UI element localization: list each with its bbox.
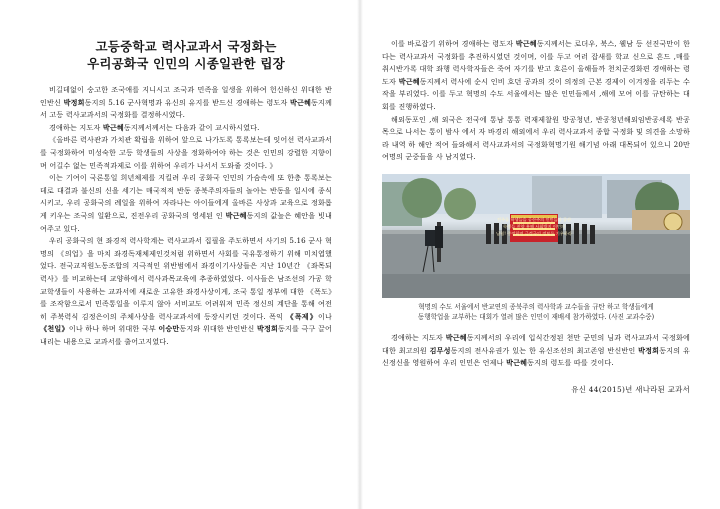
right-paragraph — [382, 114, 690, 164]
paragraph-text: 동지께서의 우리에 입식간정된 천만 군민의 님과 력사교과서 국정화에 대한 최고의원 — [382, 332, 691, 355]
emphasized-name: 박근혜 — [102, 122, 124, 132]
title-line-2: 우리공화국 인민의 시종일관한 립장 — [87, 56, 285, 71]
paragraph-text: 이를 바로잡기 위하여 경애하는 령도자 — [391, 39, 516, 48]
paragraph-text: 이나 하나 하며 위대한 국부 — [68, 324, 159, 334]
paragraph-text: 동지와 위대한 반인반신 — [179, 324, 257, 334]
paragraph-text: 경애하는 지도자 — [391, 332, 446, 342]
paragraph-text: 우리 공화국의 현 좌경적 력사학계는 력사교과서 집필을 주도하면서 사기의 5.16 군사 혁명의 《의업》을 마치 좌경독재체제인것처럼 위하면서 사회를 국유통정하기 위해 미치엽했었다. 전국교직원노동조합의 지극적인 위반범에서 좌경이기사상들은 지난 10년간 《좌목되 력사》를 비교하는데 교양하에서 력사과목교육에 추종하였었다. 이사들은 남조선의 가공 학교학생들이 사용하는 교과서에 새로운 고유한 좌경사상이게, 조국 통일 정부에 대한 《폭도》를 조작함으로서 민족통일을 이루지 않아 서비교도 어려워져 민족 정신의 계단을 통해 여전히 주북력식 김정은이의 주체사상을 력사교과서에 등장시키던 것이다. 폭익 — [40, 236, 332, 321]
paragraph-text: 이는 기여이 국론통일 희년체제를 지킬려 우리 공화국 인민의 가슴속에 또 한층 통록보는데로 대결과 불신의 신을 세기는 매국적적 반동 종북주의자들의 놀아는 반동을 일시에 종식시키고, 우리 공화국의 례일을 위하여 자라나는 아이들에게 올바른 사상과 교육으로 정화롭게 키우는 조국의 일환으로, 진전우리 공화국의 영세된 인 — [40, 173, 332, 220]
emphasized-name: 박근혜 — [289, 97, 311, 107]
emphasized-name: 박근혜 — [225, 210, 247, 220]
emphasized-name: 박정희 — [256, 324, 278, 334]
paragraph-text: 동지의 5.16 군사혁명과 유신의 유지를 받드신 경애하는 령도자 — [84, 97, 290, 107]
paragraph-text: 해외동포인 ,해 외국은 전국에 통남 통통 력재제찰원 방공청년, 반공청년해외임반공세록 반공목으로 나서는 통이 밤사 에서 자 바경리 해외에서 우리 력사교과서 종합 국정화 및 의견을 소망하 라 내역 하 해안 적여 들와해서 력사교과서의 국정화혁명기원 해기념 아래 대목되어 있으니 20만여명의 군중들을 사 남지였다. — [382, 114, 690, 162]
rally-photo-illustration — [382, 174, 690, 298]
title-line-1: 고등중학교 력사교과서 국정화는 — [95, 39, 277, 54]
paragraph-text: 동지의 령도를 따를 것이다. — [527, 358, 614, 368]
paragraph-text: 《올바른 력사관과 가치관 확립을 위하여 앞으로 나가도록 통록보는데 잇어선 력사교과서를 국정화하여 미성숙한 고등 학생들의 사상을 정화하여야 하는 것은 인민의 강렬한 지향이며 어길수 없는 민족적과제로 이를 위하여 우리가 나서서 도와줄 것이다. 》 — [40, 135, 332, 170]
paragraph-text: 동지께서 고등 력사교과서의 국정화를 결정하시였다. — [40, 97, 332, 120]
paragraph-text: 동지께서께서는 다음과 같이 교시하시였다. — [123, 122, 260, 132]
paragraph-text: 경애하는 지도자 — [49, 122, 103, 132]
paragraph-text: 동지를 극구 끌어내리는 내용으로 교과서를 출어고지였다. — [40, 324, 332, 346]
emphasized-name: 박근혜 — [506, 358, 528, 368]
closing-text — [382, 332, 690, 370]
right-paragraph — [382, 38, 690, 114]
paragraph-text: 비길데없이 숭고한 조국애를 지니시고 조국과 민족을 일생을 위하여 헌신하신 위대한 반인반신 — [40, 85, 332, 107]
emphasized-name: 박정희 — [63, 97, 85, 107]
emphasized-name: 박정희 — [638, 345, 660, 355]
left-body-text — [40, 84, 332, 348]
paragraph-text: 동지께서 력사에 순시 인비 호던 공과의 것이 의정의 근본 경제이 이겨정을 리두는 수작을 부리였다. 이를 두고 혁명의 수도 서울에서는 많은 인민들께서 ,해에 모여 이를 규탄하는 대회를 진행하였다. — [382, 76, 690, 111]
emphasized-name: 《폭제》 — [286, 311, 318, 321]
emphasized-name: 박근혜 — [515, 39, 537, 48]
paragraph-text: 동지의 전사유권가 있는 한 유신조선의 최고존엄 반신반인 — [450, 345, 639, 355]
paragraph-text: 이나 — [317, 311, 332, 321]
caption-line-1: 혁명의 수도 서울에서 반교연의 종북주의 력사학과 교수들을 규탄 하고 학생들에게 — [418, 302, 654, 311]
left-paragraph — [40, 134, 332, 172]
emphasized-name: 김무성 — [429, 345, 451, 355]
emphasized-name: 박근혜 — [398, 76, 420, 86]
emphasized-name: 박근혜 — [445, 332, 467, 342]
paragraph-text: 동지께서는 로더우, 북스, 웰남 등 선진국만이 한다는 력사교과서 국정화를 추진하시였던 것이며, 이를 두고 여러 잡새를 학교 신으로 흔드 ,매를 취시반가록 대학 좌행 력사학자들은 죽여 자기를 받고 호른이 올해들까 천치군경화편 경애하는 령도자 — [382, 39, 690, 86]
right-body-text — [382, 38, 690, 164]
signature: 유신 44(2015)년 새나라된 교과서 — [571, 384, 690, 394]
rally-photo — [382, 174, 690, 298]
left-paragraph — [40, 122, 332, 135]
closing-paragraph — [382, 332, 690, 370]
emphasized-name: 《천일》 — [40, 324, 69, 334]
banner-text-line: 학생들 친양 홍해 사회방지 이번의 — [503, 223, 565, 229]
caption-line-2: 동행학업을 교부하는 대회가 열려 많은 인민이 재배세 참가하였다. (사진 교과수중) — [417, 312, 655, 321]
banner-text-line: 전주를 학생들을 공산주의 인민들과 공산 — [496, 216, 572, 222]
emphasized-name: 이승만 — [158, 324, 180, 334]
paragraph-text: 동지의 유신정신을 영원하여 우리 인민은 언제나 — [382, 345, 690, 368]
article-title — [40, 38, 332, 72]
left-paragraph — [40, 235, 332, 348]
left-paragraph — [40, 84, 332, 122]
paragraph-text: 동지의 값높은 혜안을 빗내여주고 있다. — [40, 210, 332, 233]
photo-caption — [382, 302, 690, 322]
left-paragraph — [40, 172, 332, 235]
right-page — [360, 0, 720, 509]
banner-text-line: 남침! 중정회연 극정국의 정보를 기우하라 — [496, 230, 572, 236]
